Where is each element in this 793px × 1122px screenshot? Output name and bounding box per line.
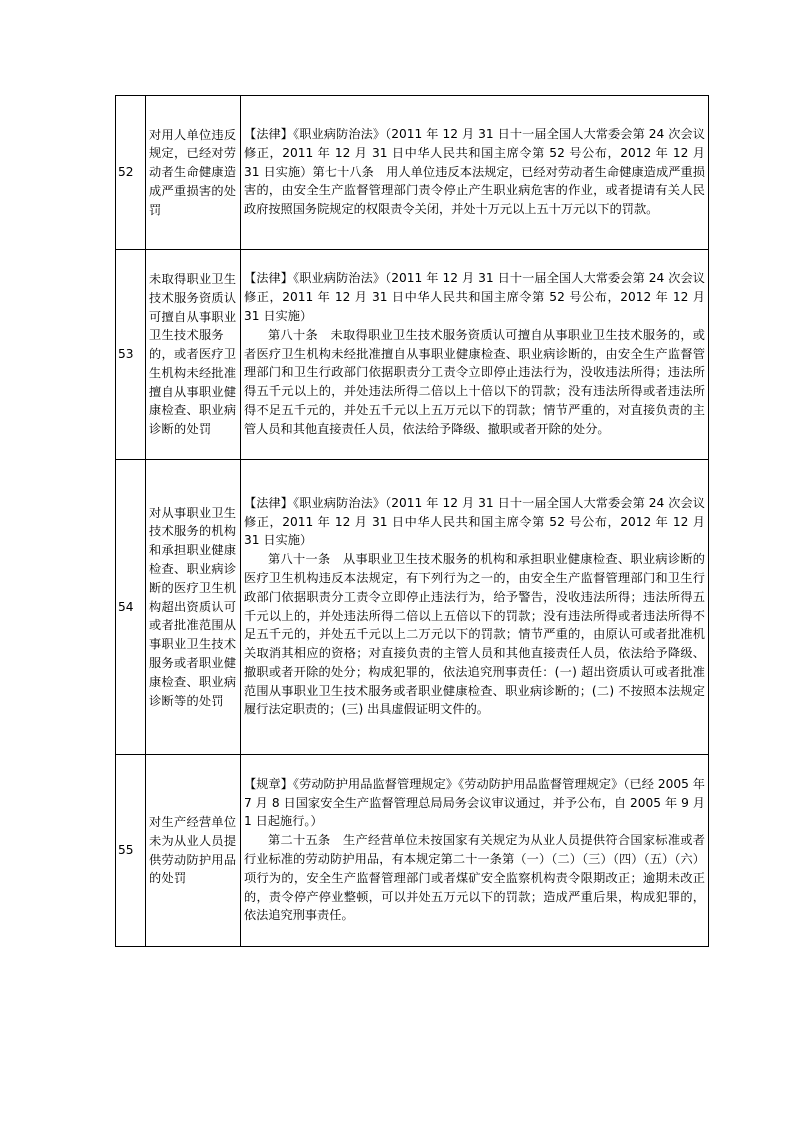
penalty-title: 对生产经营单位未为从业人员提供劳动防护用品的处罚 — [146, 755, 241, 947]
legal-basis — [241, 250, 709, 460]
penalty-title: 对从事职业卫生技术服务的机构和承担职业健康检查、职业病诊断的医疗卫生机构超出资质认可或者批准范围从事职业卫生技术服务或者职业健康检查、职业病诊断等的处罚 — [146, 460, 241, 755]
penalty-title: 未取得职业卫生技术服务资质认可擅自从事职业卫生技术服务的，或者医疗卫生机构未经批准擅自从事职业健康检查、职业病诊断的处罚 — [146, 250, 241, 460]
penalty-table — [115, 95, 709, 947]
row-number: 53 — [116, 250, 146, 460]
legal-paragraph: 第八十条 未取得职业卫生技术服务资质认可擅自从事职业卫生技术服务的，或者医疗卫生机构未经批准擅自从事职业健康检查、职业病诊断的，由安全生产监督管理部门和卫生行政部门依据职责分工责令立即停止违法行为，没收违法所得；违法所得五千元以上的，并处违法所得二倍以上十倍以下的罚款；没有违法所得或者违法所得不足五千元的，并处五千元以上五万元以下的罚款；情节严重的，对直接负责的主管人员和其他直接责任人员，依法给予降级、撤职或者开除的处分。 — [244, 327, 705, 436]
table-row — [116, 755, 709, 947]
penalty-title: 对用人单位违反规定，已经对劳动者生命健康造成严重损害的处罚 — [146, 96, 241, 250]
legal-paragraph: 第二十五条 生产经营单位未按国家有关规定为从业人员提供符合国家标准或者行业标准的劳动防护用品，有本规定第二十一条第（一）（二）（三）（四）（五）（六）项行为的，安全生产监督管理部门或者煤矿安全监察机构责令限期改正；逾期未改正的，责令停产停业整顿，可以并处五万元以下的罚款；造成严重后果，构成犯罪的，依法追究刑事责任。 — [244, 833, 705, 923]
legal-paragraph: 第八十一条 从事职业卫生技术服务的机构和承担职业健康检查、职业病诊断的医疗卫生机构违反本法规定，有下列行为之一的，由安全生产监督管理部门和卫生行政部门依据职责分工责令立即停止违法行为，给予警告，没收违法所得；违法所得五千元以上的，并处违法所得二倍以上五倍以下的罚款；没有违法所得或者违法所得不足五千元的，并处五千元以上二万元以下的罚款；情节严重的，由原认可或者批准机关取消其相应的资格；对直接负责的主管人员和其他直接责任人员，依法给予降级、撤职或者开除的处分；构成犯罪的，依法追究刑事责任：(一) 超出资质认可或者批准范围从事职业卫生技术服务或者职业健康检查、职业病诊断的；(二) 不按照本法规定履行法定职责的；(三) 出具虚假证明文件的。 — [244, 552, 705, 717]
legal-paragraph: 【法律】《职业病防治法》（2011 年 12 月 31 日十一届全国人大常委会第 24 次会议修正，2011 年 12 月 31 日中华人民共和国主席令第 52 号公布，2012 年 12 月 31 日实施） — [244, 271, 705, 323]
table-row — [116, 250, 709, 460]
legal-basis — [241, 460, 709, 755]
legal-paragraph: 【规章】《劳动防护用品监督管理规定》《劳动防护用品监督管理规定》（已经 2005 年 7 月 8 日国家安全生产监督管理总局局务会议审议通过，并予公布，自 2005 年 9 月 1 日起施行。） — [244, 776, 705, 829]
legal-basis — [241, 755, 709, 947]
row-number: 55 — [116, 755, 146, 947]
table-row — [116, 460, 709, 755]
row-number: 54 — [116, 460, 146, 755]
table-row — [116, 96, 709, 250]
legal-paragraph: 【法律】《职业病防治法》（2011 年 12 月 31 日十一届全国人大常委会第 24 次会议修正，2011 年 12 月 31 日中华人民共和国主席令第 52 号公布，2012 年 12 月 31 日实施） — [244, 495, 705, 548]
legal-paragraph: 【法律】《职业病防治法》（2011 年 12 月 31 日十一届全国人大常委会第 24 次会议修正，2011 年 12 月 31 日中华人民共和国主席令第 52 号公布，2012 年 12 月 31 日实施）第七十八条 用人单位违反本法规定，已经对劳动者生命健康造成严重损害的，由安全生产监督管理部门责令停止产生职业病危害的作业，或者提请有关人民政府按照国务院规定的权限责令关闭，并处十万元以上五十万元以下的罚款。 — [244, 127, 705, 217]
row-number: 52 — [116, 96, 146, 250]
legal-basis — [241, 96, 709, 250]
